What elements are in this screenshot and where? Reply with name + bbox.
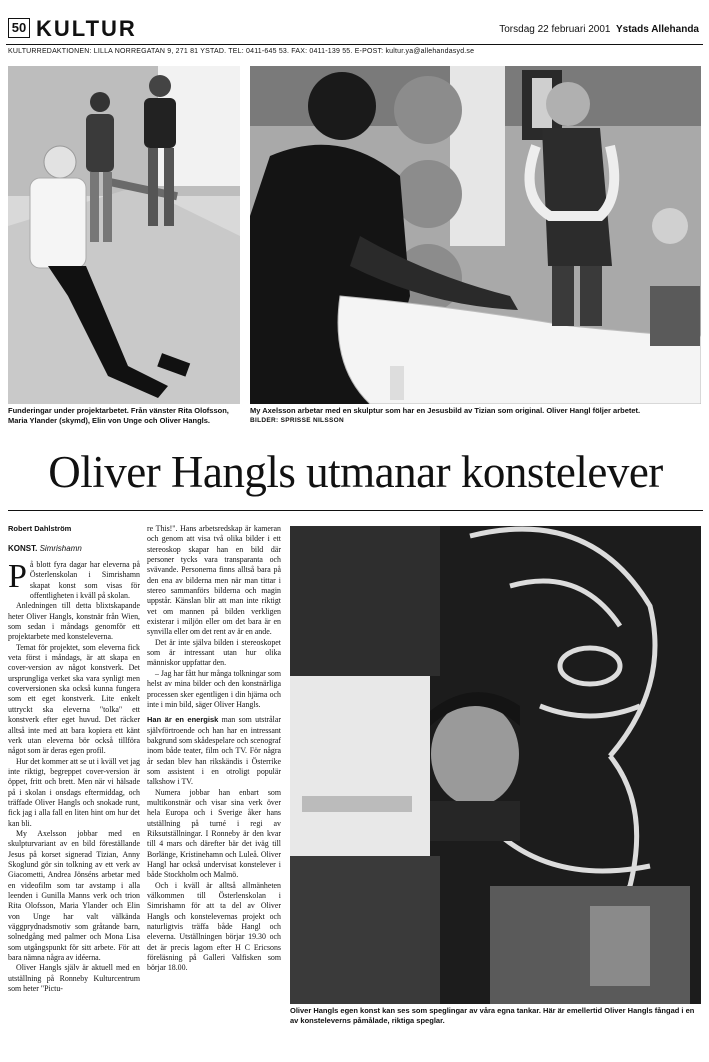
page-number: 50	[8, 18, 30, 38]
section-title: KULTUR	[36, 16, 137, 41]
contact-line: KULTURREDAKTIONEN: LILLA NORREGATAN 9, 271 81 YSTAD. TEL: 0411-645 53. FAX: 0411-139 55. E-POST: kultur.ya@allehandasyd.se	[8, 48, 475, 55]
newspaper-name: Ystads Allehanda	[616, 24, 699, 35]
paragraph: – Jag har fått hur många tolkningar som helst av mina bilder och den konstnärliga processen sker egentligen i din hjärna och inte i min bild, säger Oliver Hangls.	[147, 668, 281, 709]
paragraph: På blott fyra dagar har eleverna på Österlenskolan i Simrishamn skapat konst som visas för offentligheten i kväll på skolan.	[8, 558, 140, 601]
kicker-place: Simrishamn	[39, 544, 82, 553]
paragraph: Det är inte själva bilden i stereoskopet som är intressant utan hur olika människor uppfattar den.	[147, 637, 281, 668]
paragraph: Hur det kommer att se ut i kväll vet jag inte riktigt, begreppet cover-version är öppet, fritt och brett. Men när vi hälsade på i skolan i onsdags eftermiddag, och träffade Oliver Hangls och snokade runt, fick jag i alla fall en liten hint om hur det kan bli.	[8, 756, 140, 828]
article-column-1	[8, 560, 140, 994]
paragraph-lead: Han är en energisk	[147, 715, 219, 725]
paragraph: Numera jobbar han enbart som multikonstnär och visar sina verk över hela Europa och i Sverige åker hans utställning på turné i regi av Riksutställningar. I Ronneby är den kvar till 4 mars och därefter bär det iväg till Borlänge, Kristinehamn och Luleå. Oliver Hangl har också undervisat konstelever i både Stockholm och Malmö.	[147, 787, 281, 880]
article-headline: Oliver Hangls utmanar konstelever	[48, 447, 663, 497]
caption-left-photo: Funderingar under projektarbetet. Från vänster Rita Olofsson, Maria Ylander (skymd), Elin von Unge och Oliver Hangls.	[8, 406, 229, 425]
issue-date: Torsdag 22 februari 2001	[499, 24, 611, 35]
drop-cap: P	[8, 558, 27, 595]
paragraph: Och i kväll är alltså allmänheten välkommen till Österlenskolan i Simrishamn för att ta del av Oliver Hangls och konstelevernas projekt och naturligtvis träffa både Hangl och eleverna. Utställningen börjar 19.30 och det är precis lagom efter H C Ericsons föreläsning på Galleri Valfisken som börjar 18.00.	[147, 880, 281, 973]
dateline	[499, 24, 699, 35]
kicker-label: KONST.	[8, 544, 38, 553]
kicker	[8, 544, 82, 553]
photo-oliver-hangl-mirror	[290, 526, 701, 1004]
byline: Robert Dahlström	[8, 524, 72, 533]
headline-rule	[8, 510, 703, 511]
photo-project-discussion	[8, 66, 240, 404]
paragraph: Oliver Hangls själv är aktuell med en utställning på Ronneby Kulturcentrum som heter "Pictu-	[8, 963, 140, 994]
paragraph: Han är en energisk man som utstrålar självförtroende och han har en intressant bakgrund som skådespelare och scenograf inom både teater, film och TV. För några år sedan blev han rikskändis i Österrike som assistent i en otroligt populär talkshow i TV.	[147, 715, 281, 787]
paragraph: Temat för projektet, som eleverna fick veta först i måndags, är att skapa en cover-version av något konstverk. Det ursprungliga verket ska vara synligt men coverversionen ska också kunna fungera som ett eget konstverk. Lite enkelt uttryckt ska eleverna "tolka" ett konstverk efter eget huvud. Det räcker alltså inte med att bara kopiera ett känt verk utan eleverna bör också tillföra något som är deras egen profil.	[8, 642, 140, 756]
caption-right-photo: My Axelsson arbetar med en skulptur som har en Jesusbild av Tizian som original. Oliver Hangl följer arbetet.	[250, 406, 641, 415]
article-column-2	[147, 524, 281, 974]
caption-bottom-photo: Oliver Hangls egen konst kan ses som speglingar av våra egna tankar. Här är emellertid Oliver Hangls fångad i en av konsteleverns påmålade, riktiga speglar.	[290, 1006, 695, 1025]
paragraph: re This!". Hans arbetsredskap är kameran och genom att visa två olika bilder i ett stereoskop skapar han en bild där personer tycks vara transparanta och svävande. Personerna finns alltså bara på den ena av bilderna men när man tittar i stereo sammanförs bilderna och magin uppstår. Känslan blir att man inte riktigt vet om mannen på bilden verkligen existerar i miljön eller om det bara är en synvilla eller om det rent av är en ande.	[147, 524, 281, 637]
paragraph: My Axelsson jobbar med en skulpturvariant av en bild föreställande Jesus på korset signerad Tizian, Anny Skoglund gör sin tolkning av ett verk av Giacometti, Andrea Jönséns arbetar med en videofilm som tar avstamp i alla leenden i Gunilla Manns verk och trion Rita Olofsson, Maria Ylander och Elin von Unge har valt välkända väggprydnadsmotiv som gråtande barn, solnedgång med palmer och Mona Lisa som utgångspunkt för sitt arbete. För att bara nämna några av idéerna.	[8, 828, 140, 963]
paragraph: Anledningen till detta blixtskapande heter Oliver Hangls, konstnär från Wien, som sedan i måndags genomför ett projektarbete med konsteleverna.	[8, 601, 140, 642]
header-rule	[6, 44, 703, 45]
photo-credit: BILDER: SPRISSE NILSSON	[250, 417, 344, 424]
photo-sculpture-work	[250, 66, 701, 404]
